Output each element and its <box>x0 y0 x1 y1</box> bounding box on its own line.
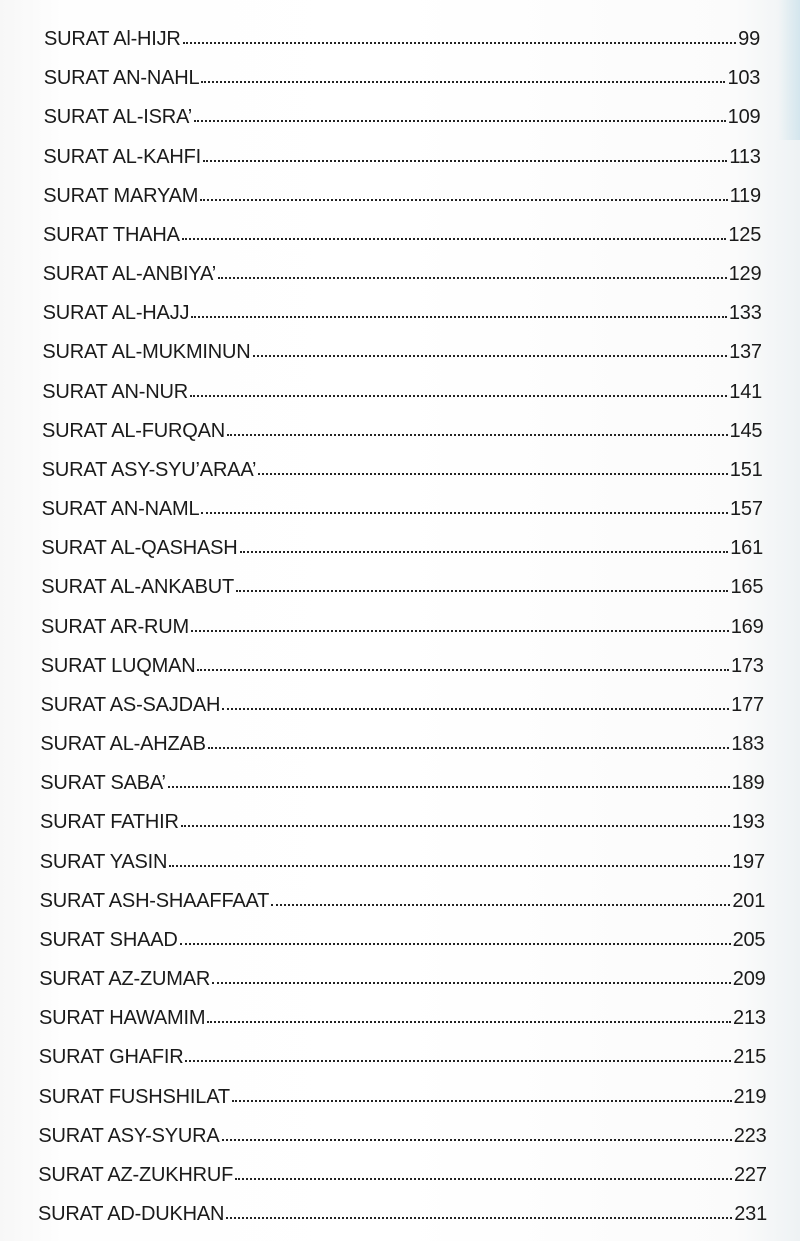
entry-page-number: 151 <box>729 458 763 481</box>
entry-page-number: 119 <box>729 184 761 207</box>
entry-title: SURAT YASIN <box>39 850 168 873</box>
dot-leader <box>201 77 725 83</box>
toc-entry <box>43 146 760 176</box>
entry-title: SURAT FATHIR <box>40 811 179 834</box>
dot-leader <box>271 900 730 906</box>
entry-page-number: 145 <box>729 419 763 442</box>
toc-entry <box>39 1046 766 1076</box>
toc-entry <box>42 381 762 411</box>
toc-entry <box>38 1203 767 1233</box>
entry-page-number: 173 <box>730 654 764 677</box>
entry-page-number: 113 <box>729 145 761 168</box>
entry-page-number: 219 <box>733 1085 767 1108</box>
toc-entry <box>41 537 763 567</box>
entry-title: SURAT AN-NAHL <box>43 67 200 90</box>
toc-entry <box>41 576 763 606</box>
entry-page-number: 197 <box>732 850 765 873</box>
toc-entry <box>39 1007 766 1037</box>
entry-title: SURAT AL-AHZAB <box>40 733 206 755</box>
toc-entry <box>40 890 766 920</box>
entry-title: SURAT LUQMAN <box>40 654 196 677</box>
entry-page-number: 125 <box>728 223 762 246</box>
toc-entry <box>42 498 763 528</box>
entry-page-number: 157 <box>730 498 763 520</box>
toc-entry <box>39 929 765 959</box>
toc-entry <box>43 302 762 332</box>
toc-entry <box>38 1164 767 1194</box>
entry-title: SURAT AS-SAJDAH <box>40 693 221 716</box>
entry-page-number: 141 <box>729 380 763 403</box>
entry-page-number: 161 <box>730 537 764 560</box>
entry-title: SURAT SHAAD <box>39 928 178 951</box>
dot-leader <box>227 430 728 436</box>
toc-entry <box>44 67 760 97</box>
entry-title: SURAT GHAFIR <box>38 1046 184 1069</box>
entry-page-number: 215 <box>733 1046 767 1069</box>
entry-page-number: 227 <box>733 1163 767 1186</box>
dot-leader <box>168 782 730 788</box>
dot-leader <box>218 273 727 279</box>
toc-entry <box>43 185 761 215</box>
toc-entry <box>42 459 763 489</box>
entry-title: SURAT SABA’ <box>40 772 166 795</box>
toc-entry <box>44 28 760 58</box>
entry-page-number: 165 <box>730 576 764 599</box>
entry-title: SURAT AL-ISRA’ <box>43 106 192 129</box>
toc-entry <box>42 420 762 450</box>
toc-entry <box>43 224 761 254</box>
dot-leader <box>253 351 728 357</box>
entry-title: SURAT THAHA <box>43 223 180 246</box>
entry-title: SURAT HAWAMIM <box>39 1007 206 1030</box>
page-edge-shadow <box>778 0 800 140</box>
toc-entry <box>38 1125 766 1155</box>
dot-leader <box>222 1135 732 1141</box>
dot-leader <box>183 38 736 44</box>
toc-entry <box>40 772 764 802</box>
dot-leader <box>236 586 729 592</box>
toc-entry <box>41 616 764 646</box>
entry-page-number: 223 <box>733 1124 767 1147</box>
dot-leader <box>208 743 730 749</box>
dot-leader <box>185 1056 731 1062</box>
entry-title: SURAT FUSHSHILAT <box>38 1085 230 1108</box>
dot-leader <box>181 821 730 827</box>
toc-entry <box>40 811 765 841</box>
dot-leader <box>191 312 727 318</box>
entry-title: SURAT AL-MUKMINUN <box>42 341 251 364</box>
entry-title: SURAT AL-QASHASH <box>41 537 238 560</box>
toc-entry <box>40 733 764 763</box>
dot-leader <box>190 391 727 397</box>
toc-entry <box>43 263 762 293</box>
entry-page-number: 231 <box>734 1203 767 1225</box>
entry-page-number: 129 <box>728 263 762 285</box>
entry-title: SURAT AZ-ZUMAR <box>39 968 211 990</box>
dot-leader <box>207 1017 731 1023</box>
toc-entry <box>44 106 761 136</box>
dot-leader <box>203 156 727 162</box>
entry-page-number: 201 <box>732 889 766 912</box>
dot-leader <box>200 195 727 201</box>
dot-leader <box>191 626 729 632</box>
entry-title: SURAT AL-FURQAN <box>42 419 225 442</box>
entry-title: SURAT Al-HIJR <box>44 28 181 50</box>
toc-entry <box>39 968 765 998</box>
dot-leader <box>232 1096 732 1102</box>
entry-page-number: 189 <box>731 772 765 795</box>
entry-page-number: 169 <box>730 615 764 638</box>
entry-page-number: 177 <box>731 693 764 716</box>
entry-title: SURAT AL-HAJJ <box>42 302 190 325</box>
dot-leader <box>201 508 728 514</box>
toc-entry <box>39 1086 767 1116</box>
dot-leader <box>194 116 726 122</box>
entry-page-number: 133 <box>728 302 762 325</box>
entry-page-number: 137 <box>729 341 762 364</box>
entry-title: SURAT AZ-ZUKHRUF <box>38 1163 234 1186</box>
entry-title: SURAT AL-ANKABUT <box>41 576 234 599</box>
dot-leader <box>240 547 729 553</box>
entry-title: SURAT AL-KAHFI <box>43 145 202 168</box>
entry-title: SURAT AN-NUR <box>42 380 188 403</box>
dot-leader <box>258 469 728 475</box>
toc-entry <box>42 341 761 371</box>
entry-title: SURAT AR-RUM <box>41 615 189 638</box>
dot-leader <box>226 1213 732 1219</box>
toc-entry <box>41 655 764 685</box>
toc-entry <box>41 694 764 724</box>
entry-page-number: 99 <box>738 28 760 50</box>
entry-title: SURAT ASY-SYU’ARAA’ <box>41 458 257 481</box>
entry-title: SURAT AL-ANBIYA’ <box>42 263 216 285</box>
dot-leader <box>197 665 728 671</box>
entry-page-number: 193 <box>731 811 765 834</box>
entry-page-number: 213 <box>733 1007 766 1030</box>
toc-entry <box>40 851 765 881</box>
dot-leader <box>235 1174 732 1180</box>
entry-title: SURAT AD-DUKHAN <box>38 1203 225 1225</box>
dot-leader <box>180 939 731 945</box>
entry-page-number: 109 <box>727 106 761 129</box>
entry-title: SURAT MARYAM <box>43 184 199 207</box>
entry-page-number: 209 <box>732 968 766 990</box>
dot-leader <box>169 861 730 867</box>
entry-page-number: 103 <box>727 67 761 90</box>
entry-page-number: 183 <box>731 733 765 755</box>
dot-leader <box>182 234 727 240</box>
entry-title: SURAT ASY-SYURA <box>38 1124 220 1147</box>
entry-title: SURAT ASH-SHAAFFAAT <box>39 889 270 912</box>
entry-page-number: 205 <box>732 928 766 951</box>
entry-title: SURAT AN-NAML <box>41 498 200 520</box>
dot-leader <box>222 704 729 710</box>
dot-leader <box>212 978 731 984</box>
